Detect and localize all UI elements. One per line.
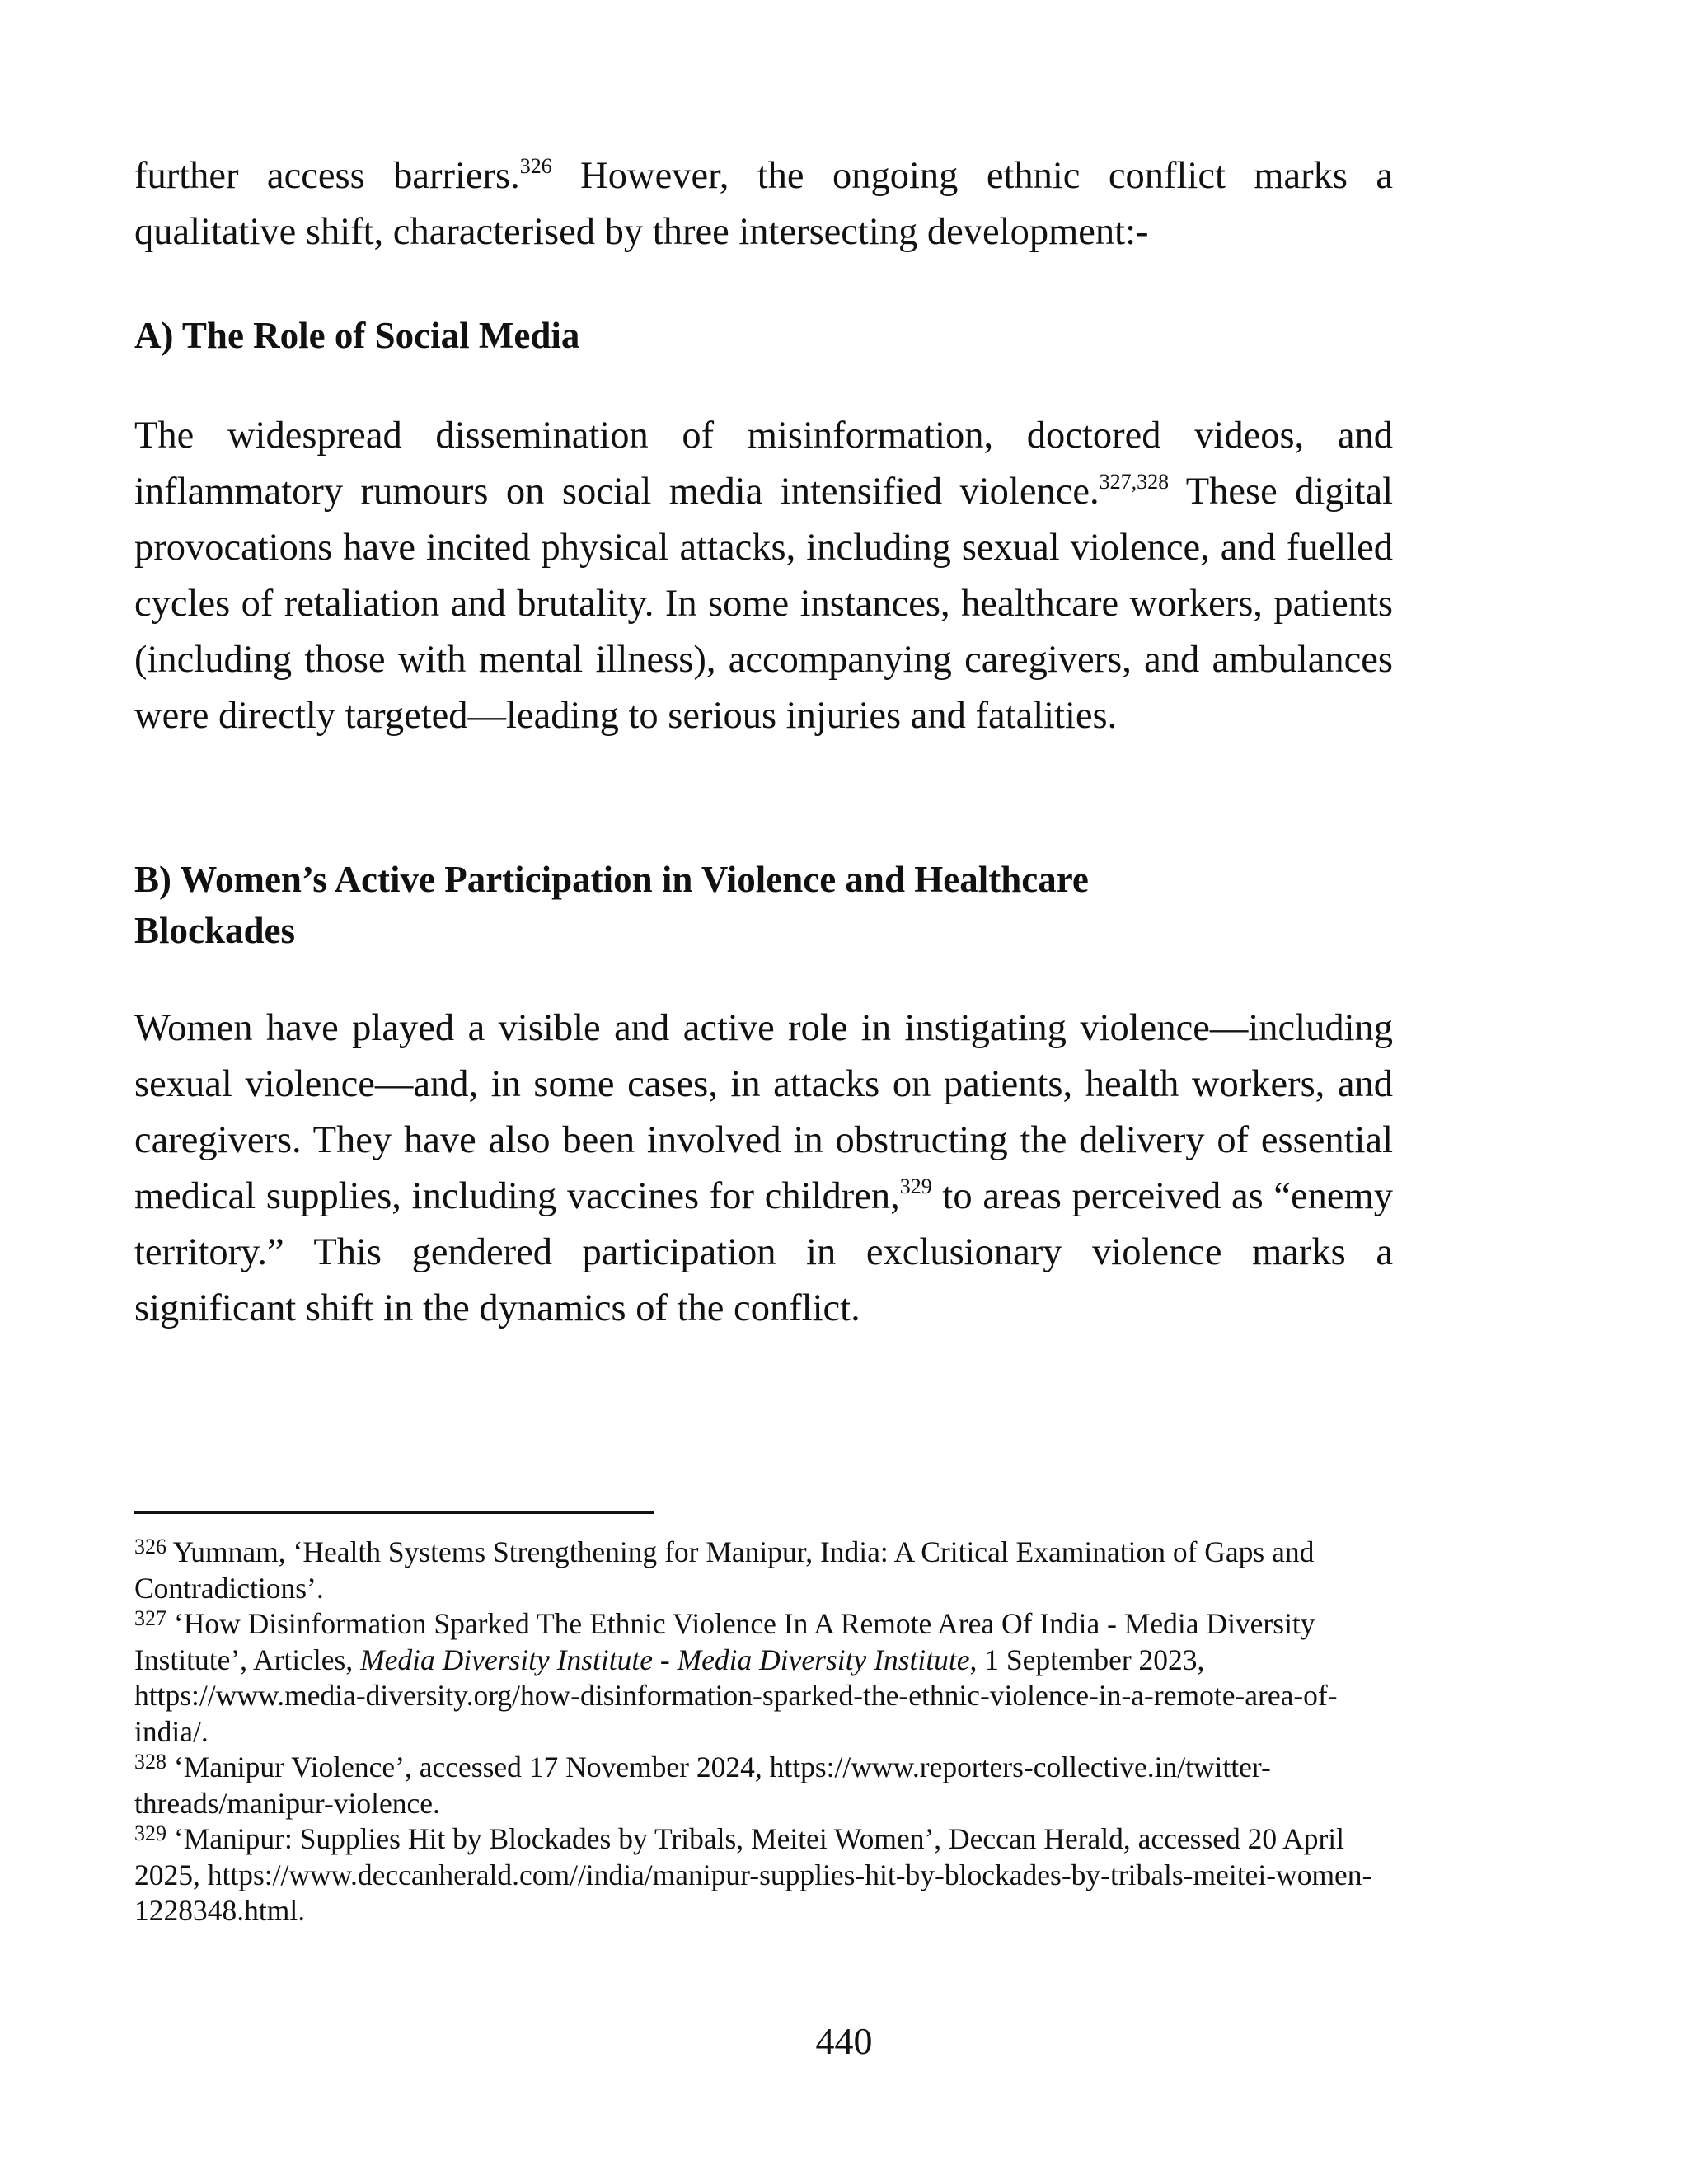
page-number: 440 — [815, 2020, 873, 2062]
footnote-327: $^{327}$ ‘How Disinformation Sparked The Ethnic Violence In A Remote Area Of India - Media Diversity Institute’, Articles, Media Diversity Institute - Media Diversity Institute, 1 September 2023, https://www.media-diversity.org/how-disinformation-sparked-the-ethnic-violence-in-a-remote-area-of-india/. — [134, 1606, 1338, 1748]
footnote-328: $^{328}$ ‘Manipur Violence’, accessed 17 November 2024, https://www.reporters-collective.in/twitter-threads/manipur-violence. — [134, 1750, 1271, 1820]
section-a-paragraph: The widespread dissemination of misinformation, doctored videos, and inflammatory rumours on social media intensified violence.$^{327,328}$ These digital provocations have incited physical attacks, including sexual violence, and fuelled cycles of retaliation and brutality. In some instances, healthcare workers, patients (including those with mental illness), accompanying caregivers, and ambulances were directly targeted—leading to serious injuries and fatalities. — [134, 415, 1393, 737]
intro-paragraph: further access barriers.$^{326}$ However, the ongoing ethnic conflict marks a qualitative shift, characterised by three intersecting development:- — [134, 154, 1393, 253]
footnote-ref-326[interactable]: 326 — [519, 154, 552, 178]
section-b-heading: B) Women’s Active Participation in Violence and Healthcare Blockades — [134, 859, 1089, 951]
footnote-ref-327-328[interactable]: 327,328 — [1099, 470, 1170, 494]
footnotes — [134, 1535, 1393, 1929]
footnote-326: $^{326}$ Yumnam, ‘Health Systems Strengthening for Manipur, India: A Critical Examination of Gaps and Contradictions’. — [134, 1535, 1315, 1605]
footnote-329: $^{329}$ ‘Manipur: Supplies Hit by Blockades by Tribals, Meitei Women’, Deccan Herald, accessed 20 April 2025, https://www.deccanherald.com//india/manipur-supplies-hit-by-blockades-by-tribals-meitei-women-1228348.html. — [134, 1821, 1372, 1927]
section-a-heading: A) The Role of Social Media — [134, 315, 580, 356]
section-b-paragraph: Women have played a visible and active role in instigating violence—including sexual violence—and, in some cases, in attacks on patients, health workers, and caregivers. They have also been involved in obstructing the delivery of essential medical supplies, including vaccines for children,$^{329}$ to areas perceived as “enemy territory.” This gendered participation in exclusionary violence marks a significant shift in the dynamics of the conflict. — [134, 1007, 1393, 1329]
footnote-separator — [134, 1511, 654, 1514]
footnote-ref-329[interactable]: 329 — [899, 1174, 932, 1198]
